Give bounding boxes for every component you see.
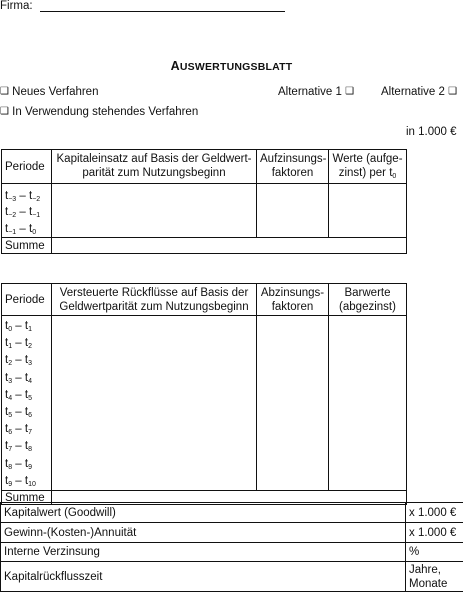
barwerte-input-cell[interactable] (329, 316, 407, 491)
werte-aufgezinst-input-cell[interactable] (329, 184, 407, 238)
period-label: $t_5 - t_6$ (5, 404, 48, 421)
period-label: $t_{-1} - t_0$ (5, 221, 48, 237)
option-in-verwendung-label: In Verwendung stehendes Verfahren (12, 106, 198, 118)
checkbox-icon[interactable]: ❑ (0, 86, 9, 97)
col-header-werte-aufgezinst: Werte (aufge- zinst) per $t_0$ (329, 150, 407, 184)
period-label: $t_2 - t_3$ (5, 352, 48, 369)
rueckfluss-unit: Jahre, Monate (406, 562, 463, 592)
rueckfluss-row[interactable] (1, 562, 406, 592)
page-title: AUSWERTUNGSBLATT (0, 59, 463, 73)
option-alternative-1-label: Alternative 1 (278, 86, 342, 98)
period-list (2, 184, 52, 238)
kapitalwert-row[interactable] (1, 503, 406, 523)
period-label: $t_{-3} - t_{-2}$ (5, 188, 48, 204)
option-alternative-2[interactable] (381, 86, 457, 98)
annuitaet-row[interactable] (1, 523, 406, 543)
col-header-aufzinsungsfaktoren: Aufzinsungs- faktoren (257, 150, 329, 184)
verzinsung-unit: % (406, 543, 463, 562)
checkbox-icon[interactable]: ❑ (448, 86, 457, 97)
annuitaet-unit: x 1.000 € (406, 523, 463, 543)
col-header-periode: Periode (2, 284, 52, 316)
option-neues-verfahren-label: Neues Verfahren (12, 86, 98, 98)
unit-note: in 1.000 € (406, 126, 457, 138)
summe-label: Summe (2, 238, 52, 254)
col-header-kapitaleinsatz: Kapitaleinsatz auf Basis der Geldwert- parität zum Nutzungsbeginn (52, 150, 257, 184)
checkbox-icon[interactable]: ❑ (0, 106, 9, 117)
summe-label: Summe (2, 491, 52, 505)
period-label: $t_7 - t_8$ (5, 438, 48, 455)
kapitalwert-unit: x 1.000 € (406, 503, 463, 523)
verzinsung-row[interactable] (1, 543, 406, 562)
period-label: $t_9 - t_{10}$ (5, 473, 48, 490)
col-header-periode: Periode (2, 150, 52, 184)
col-header-abzinsungsfaktoren: Abzinsungs- faktoren (257, 284, 329, 316)
verzinsung-label: Interne Verzinsung (4, 546, 100, 558)
summary-table (0, 502, 463, 592)
period-label: $t_1 - t_2$ (5, 335, 48, 352)
firma-label: Firma: (0, 0, 33, 12)
period-label: $t_8 - t_9$ (5, 456, 48, 473)
abzinsungsfaktoren-input-cell[interactable] (257, 316, 329, 491)
period-label: $t_4 - t_5$ (5, 387, 48, 404)
col-header-barwerte: Barwerte (abgezinst) (329, 284, 407, 316)
period-label: $t_{-2} - t_{-1}$ (5, 204, 48, 220)
checkbox-icon[interactable]: ❑ (345, 86, 354, 97)
annuitaet-label: Gewinn-(Kosten-)Annuität (4, 527, 136, 539)
kapitaleinsatz-table (1, 149, 407, 254)
option-alternative-2-label: Alternative 2 (381, 86, 445, 98)
period-label: $t_0 - t_1$ (5, 318, 48, 335)
period-label: $t_3 - t_4$ (5, 370, 48, 387)
kapitalwert-label: Kapitalwert (Goodwill) (4, 507, 116, 519)
rueckfluss-label: Kapitalrückflusszeit (4, 571, 102, 583)
option-alternative-1[interactable] (278, 86, 354, 98)
rueckfluesse-input-cell[interactable] (52, 316, 257, 491)
firma-signature-line[interactable] (40, 11, 285, 12)
option-in-verwendung[interactable] (0, 106, 198, 118)
aufzinsungsfaktoren-input-cell[interactable] (257, 184, 329, 238)
kapitaleinsatz-input-cell[interactable] (52, 184, 257, 238)
period-label: $t_6 - t_7$ (5, 421, 48, 438)
period-list (2, 316, 52, 491)
col-header-rueckfluesse: Versteuerte Rückflüsse auf Basis der Geldwertparität zum Nutzungsbeginn (52, 284, 257, 316)
summe-input-cell[interactable] (52, 238, 407, 254)
option-neues-verfahren[interactable] (0, 86, 98, 98)
rueckfluesse-table (1, 283, 407, 505)
